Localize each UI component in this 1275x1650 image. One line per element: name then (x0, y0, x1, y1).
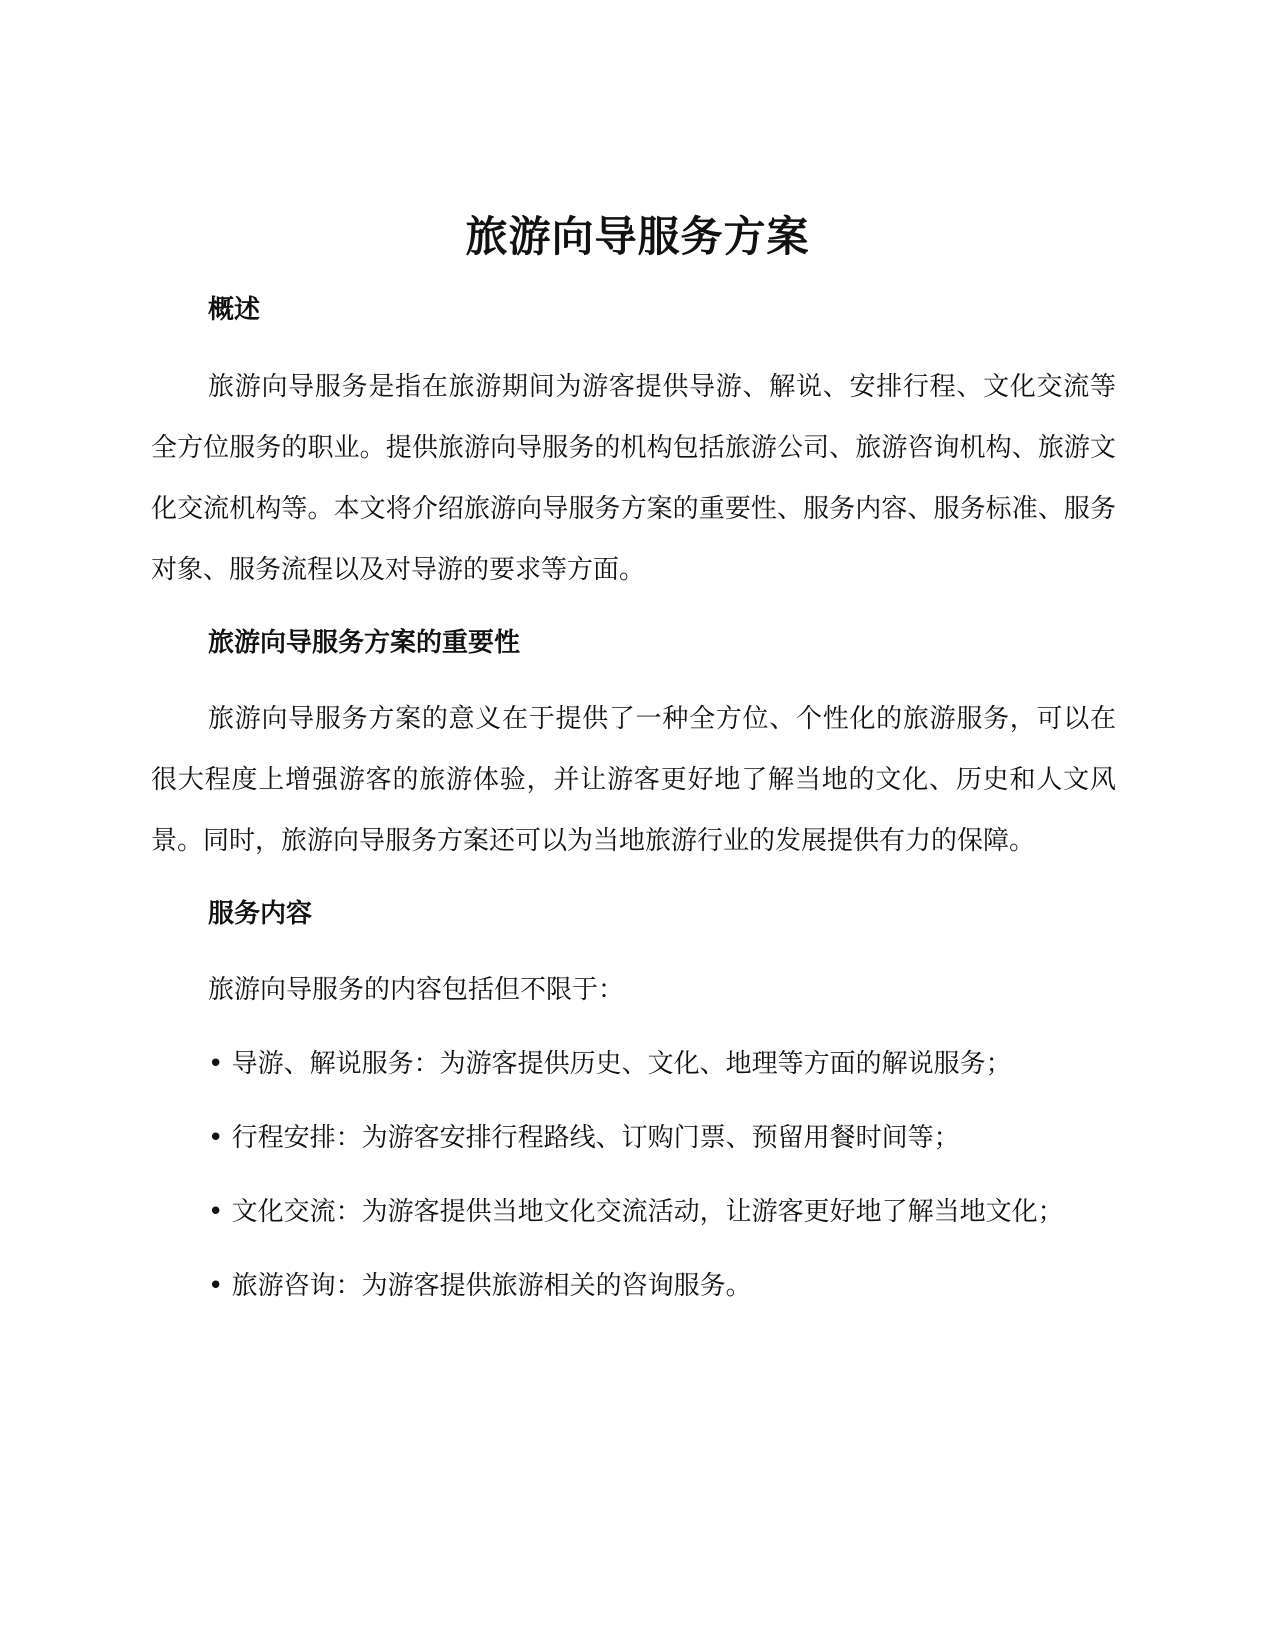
list-item (151, 1034, 1116, 1095)
list-item (151, 1108, 1116, 1169)
bullet-icon: • (208, 1049, 224, 1079)
services-intro: 旅游向导服务的内容包括但不限于： (208, 975, 625, 1005)
bullet-icon: • (208, 1123, 224, 1153)
list-item-text: 旅游咨询：为游客提供旅游相关的咨询服务。 (231, 1271, 752, 1301)
section-heading-importance: 旅游向导服务方案的重要性 (208, 628, 521, 658)
list-item-text: 导游、解说服务：为游客提供历史、文化、地理等方面的解说服务； (231, 1049, 1012, 1079)
bullet-icon: • (208, 1197, 224, 1227)
section-heading-services: 服务内容 (208, 899, 313, 929)
list-item (151, 1182, 1116, 1243)
document-body (151, 290, 1116, 1317)
section-paragraph-overview: 旅游向导服务是指在旅游期间为游客提供导游、解说、安排行程、文化交流等全方位服务的职业。提供旅游向导服务的机构包括旅游公司、旅游咨询机构、旅游文化交流机构等。本文将介绍旅游向导服务方案的重要性、服务内容、服务标准、服务对象、服务流程以及对导游的要求等方面。 (151, 372, 1116, 585)
list-item-text: 文化交流：为游客提供当地文化交流活动，让游客更好地了解当地文化； (231, 1197, 1064, 1227)
bullet-icon: • (208, 1271, 224, 1301)
list-item (151, 1256, 1116, 1317)
document-title: 旅游向导服务方案 (465, 212, 810, 261)
section-paragraph-importance: 旅游向导服务方案的意义在于提供了一种全方位、个性化的旅游服务，可以在很大程度上增强游客的旅游体验，并让游客更好地了解当地的文化、历史和人文风景。同时，旅游向导服务方案还可以为当地旅游行业的发展提供有力的保障。 (151, 704, 1116, 856)
section-heading-overview: 概述 (208, 295, 261, 325)
list-item-text: 行程安排：为游客安排行程路线、订购门票、预留用餐时间等； (231, 1123, 960, 1153)
